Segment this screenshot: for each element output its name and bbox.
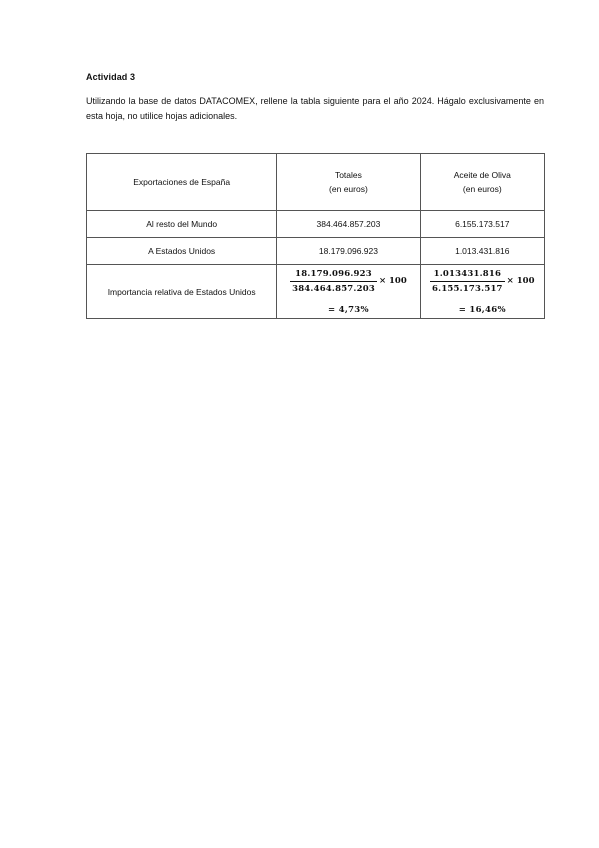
denominator-aceite: 6.155.173.517: [430, 281, 505, 294]
table-row: [87, 211, 545, 238]
formula-aceite: [430, 269, 534, 294]
header-aceite-title: Aceite de Oliva: [453, 170, 511, 180]
numerator-aceite: 1.013431.816: [433, 268, 502, 279]
result-aceite: = 16,46%: [458, 304, 506, 315]
instructions-paragraph: Utilizando la base de datos DATACOMEX, rellene la tabla siguiente para el año 2024. Hágalo exclusivamente en esta hoja, no utilice hojas adicionales.: [86, 96, 544, 121]
header-totales-title: Totales: [334, 170, 362, 180]
header-totales-unit: (en euros): [329, 184, 368, 194]
fraction-totales: [290, 269, 377, 294]
importance-aceite-cell: [420, 265, 544, 319]
header-exports-spain: [87, 154, 277, 211]
row-label-importance: Importancia relativa de Estados Unidos: [87, 265, 277, 319]
fraction-aceite: [430, 269, 505, 294]
exports-table: [86, 153, 545, 319]
row-mundo-totales: 384.464.857.203: [277, 211, 420, 238]
result-totales: = 4,73%: [327, 304, 369, 315]
header-totales: [277, 154, 420, 211]
header-exports-label: Exportaciones de España: [133, 177, 231, 187]
row-eeuu-totales: 18.179.096.923: [277, 238, 420, 265]
row-mundo-aceite: 6.155.173.517: [420, 211, 544, 238]
formula-totales: [290, 269, 407, 294]
times-100-aceite: × 100: [506, 276, 535, 286]
importance-totales-cell: [277, 265, 420, 319]
denominator-totales: 384.464.857.203: [290, 281, 377, 294]
row-label-eeuu: A Estados Unidos: [87, 238, 277, 265]
activity-heading: Actividad 3: [86, 72, 136, 82]
table-header-row: [87, 154, 545, 211]
table-row-importance: [87, 265, 545, 319]
header-aceite: [420, 154, 544, 211]
row-eeuu-aceite: 1.013.431.816: [420, 238, 544, 265]
row-label-mundo: Al resto del Mundo: [87, 211, 277, 238]
table-row: [87, 238, 545, 265]
numerator-totales: 18.179.096.923: [295, 268, 372, 279]
times-100-totales: × 100: [378, 276, 407, 286]
header-aceite-unit: (en euros): [462, 184, 502, 194]
